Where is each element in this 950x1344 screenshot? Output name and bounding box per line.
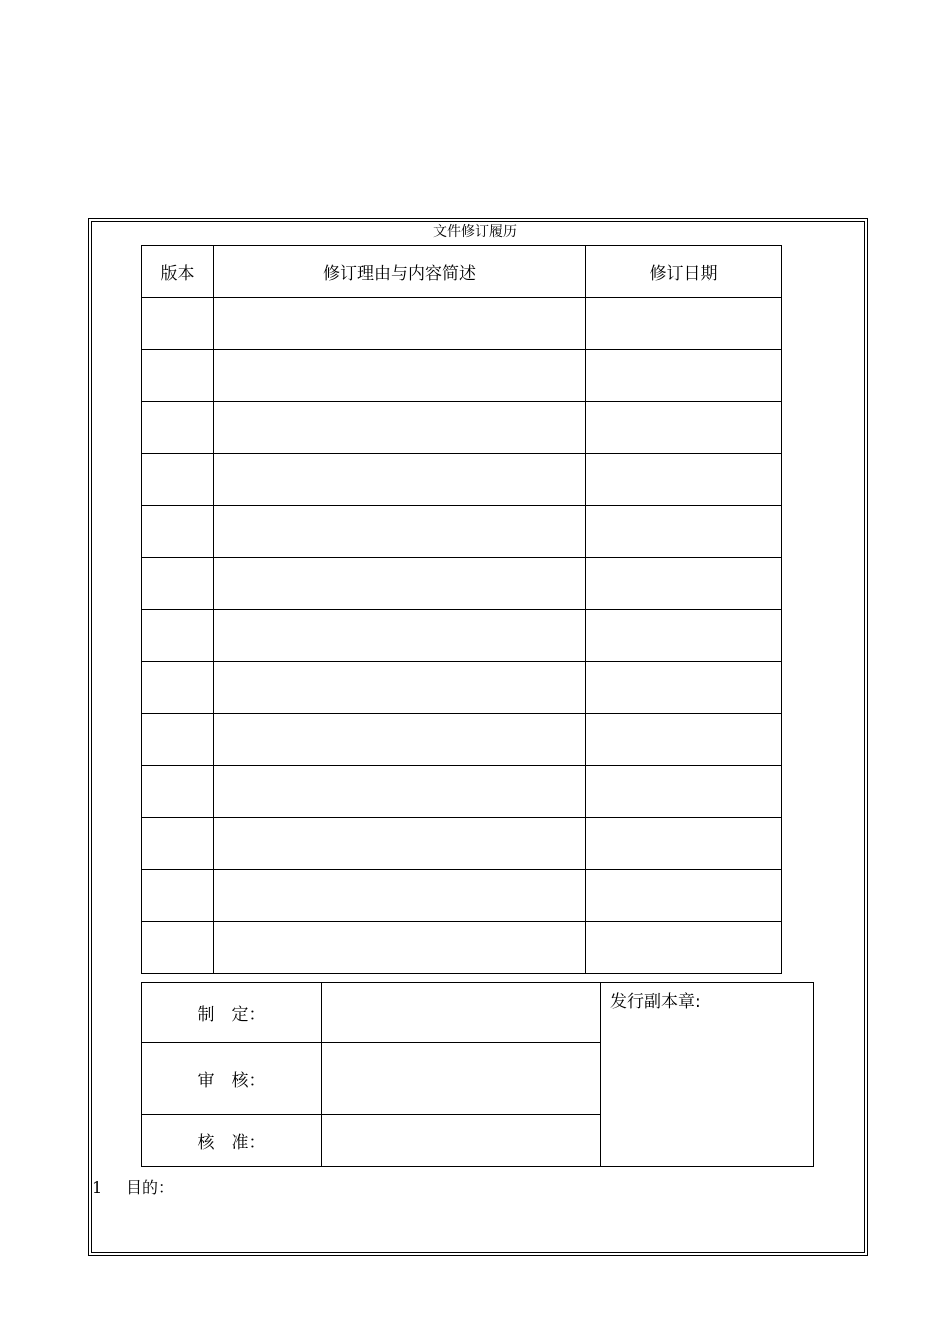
date-cell[interactable]	[586, 402, 782, 454]
date-cell[interactable]	[586, 298, 782, 350]
revision-table-body	[142, 298, 782, 974]
version-cell[interactable]	[142, 870, 214, 922]
version-cell[interactable]	[142, 402, 214, 454]
table-row	[142, 662, 782, 714]
version-cell[interactable]	[142, 454, 214, 506]
table-row	[142, 506, 782, 558]
stamp-box	[601, 983, 814, 1167]
signature-row-prepared	[142, 983, 814, 1043]
version-cell[interactable]	[142, 662, 214, 714]
date-cell[interactable]	[586, 506, 782, 558]
reason-cell[interactable]	[214, 402, 586, 454]
reason-cell[interactable]	[214, 610, 586, 662]
form-title: 文件修订履历	[433, 224, 517, 240]
table-row	[142, 350, 782, 402]
header-date: 修订日期	[586, 246, 782, 298]
table-row	[142, 454, 782, 506]
approved-signature-field[interactable]	[322, 1115, 601, 1167]
reason-cell[interactable]	[214, 922, 586, 974]
date-cell[interactable]	[586, 870, 782, 922]
section-title: 目的：	[126, 1178, 175, 1197]
table-row	[142, 558, 782, 610]
table-row	[142, 922, 782, 974]
reason-cell[interactable]	[214, 662, 586, 714]
table-row	[142, 870, 782, 922]
version-cell[interactable]	[142, 818, 214, 870]
signature-table	[141, 982, 814, 1167]
reason-cell[interactable]	[214, 714, 586, 766]
version-cell[interactable]	[142, 506, 214, 558]
table-row	[142, 818, 782, 870]
version-cell[interactable]	[142, 350, 214, 402]
version-cell[interactable]	[142, 298, 214, 350]
reason-cell[interactable]	[214, 766, 586, 818]
date-cell[interactable]	[586, 922, 782, 974]
date-cell[interactable]	[586, 714, 782, 766]
date-cell[interactable]	[586, 610, 782, 662]
date-cell[interactable]	[586, 766, 782, 818]
version-cell[interactable]	[142, 714, 214, 766]
approved-label: 核 准：	[142, 1115, 322, 1167]
date-cell[interactable]	[586, 818, 782, 870]
prepared-label: 制 定：	[142, 983, 322, 1043]
date-cell[interactable]	[586, 662, 782, 714]
version-cell[interactable]	[142, 610, 214, 662]
header-version: 版本	[142, 246, 214, 298]
revision-history-table	[141, 245, 782, 974]
table-row	[142, 714, 782, 766]
date-cell[interactable]	[586, 454, 782, 506]
reason-cell[interactable]	[214, 350, 586, 402]
table-row	[142, 298, 782, 350]
reason-cell[interactable]	[214, 818, 586, 870]
version-cell[interactable]	[142, 558, 214, 610]
version-cell[interactable]	[142, 766, 214, 818]
table-row	[142, 402, 782, 454]
revision-header-row	[142, 246, 782, 298]
reason-cell[interactable]	[214, 870, 586, 922]
reviewed-label: 审 核：	[142, 1043, 322, 1115]
date-cell[interactable]	[586, 350, 782, 402]
section-number: 1	[92, 1178, 103, 1197]
version-cell[interactable]	[142, 922, 214, 974]
reason-cell[interactable]	[214, 558, 586, 610]
date-cell[interactable]	[586, 558, 782, 610]
table-row	[142, 766, 782, 818]
stamp-label: 发行副本章:	[610, 992, 701, 1012]
prepared-signature-field[interactable]	[322, 983, 601, 1043]
section-heading	[92, 1178, 174, 1198]
reviewed-signature-field[interactable]	[322, 1043, 601, 1115]
reason-cell[interactable]	[214, 454, 586, 506]
reason-cell[interactable]	[214, 298, 586, 350]
reason-cell[interactable]	[214, 506, 586, 558]
table-row	[142, 610, 782, 662]
header-reason: 修订理由与内容简述	[214, 246, 586, 298]
